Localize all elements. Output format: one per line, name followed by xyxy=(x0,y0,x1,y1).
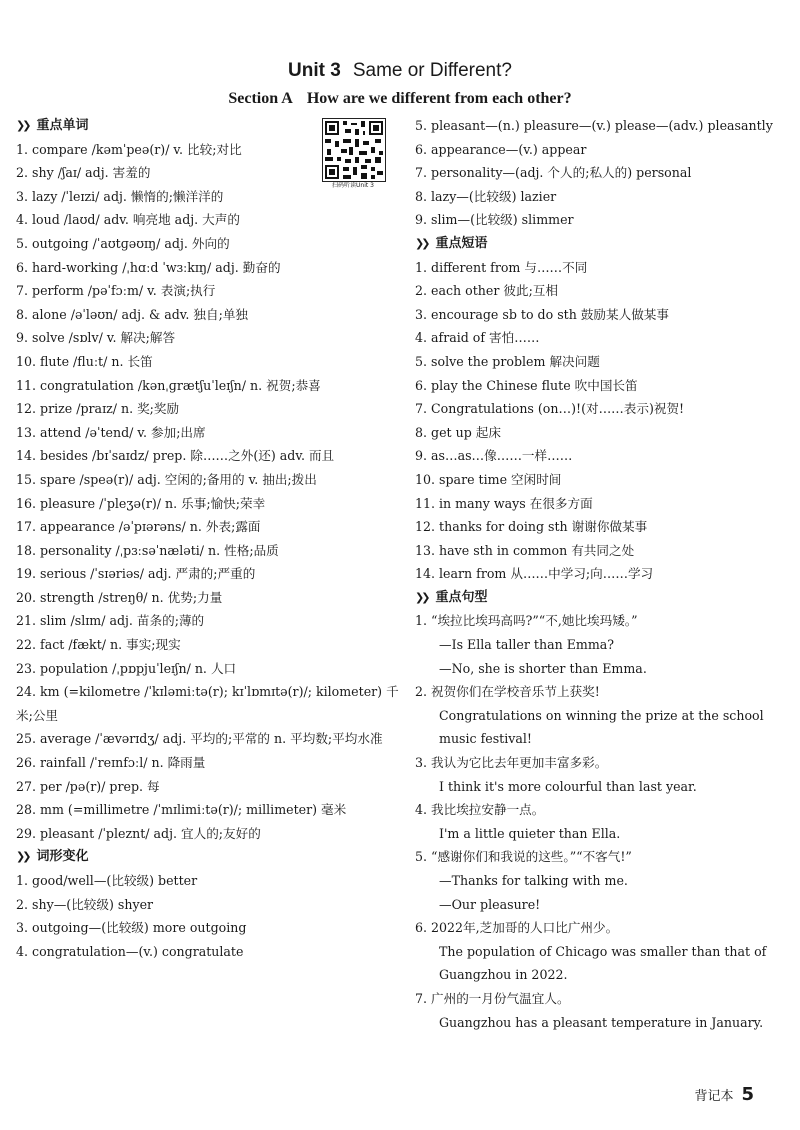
sentence-chinese: 6. 2022年,芝加哥的人口比广州少。 xyxy=(415,920,619,936)
left-column xyxy=(16,114,400,963)
word-entry: 7. perform /pəˈfɔːm/ v. 表演;执行 xyxy=(16,283,216,299)
sentence-chinese: 5. “感谢你们和我说的这些。”“不客气!” xyxy=(415,849,632,865)
sentence-english: Guangzhou has a pleasant temperature in January. xyxy=(439,1014,764,1030)
phrase-entry: 9. as…as…像……一样…… xyxy=(415,448,573,464)
word-entry: 27. per /pə(r)/ prep. 每 xyxy=(16,778,160,794)
heading-words-label: 重点单词 xyxy=(36,118,89,133)
heading-forms xyxy=(16,845,400,869)
phrase-entry: 2. each other 彼此;互相 xyxy=(415,283,558,299)
sentence-chinese: 2. 祝贺你们在学校音乐节上获奖! xyxy=(415,684,600,700)
word-entry: 21. slim /slɪm/ adj. 苗条的;薄的 xyxy=(16,613,205,629)
page-number: 5 xyxy=(741,1084,754,1105)
word-entry: 19. serious /ˈsɪəriəs/ adj. 严肃的;严重的 xyxy=(16,566,256,582)
sentences-list xyxy=(415,609,790,1034)
word-entry: 4. loud /laʊd/ adv. 响亮地 adj. 大声的 xyxy=(16,212,240,228)
sentence-english: I think it's more colourful than last year. xyxy=(439,778,697,794)
word-entry: 18. personality /ˌpɜːsəˈnæləti/ n. 性格;品质 xyxy=(16,542,279,558)
form-entry: 5. pleasant—(n.) pleasure—(v.) please—(adv.) pleasantly xyxy=(415,118,773,133)
word-entry: 5. outgoing /ˈaʊtɡəʊɪŋ/ adj. 外向的 xyxy=(16,235,230,251)
heading-phrases-label: 重点短语 xyxy=(435,235,488,251)
right-column xyxy=(415,114,790,1034)
word-entry: 3. lazy /ˈleɪzi/ adj. 懒惰的;懒洋洋的 xyxy=(16,188,224,204)
sentence-english: —Our pleasure! xyxy=(439,896,541,912)
sentence-english: I'm a little quieter than Ella. xyxy=(439,825,621,841)
sentence-english: —No, she is shorter than Emma. xyxy=(439,660,647,676)
word-entry: 14. besides /bɪˈsaɪdz/ prep. 除……之外(还) adv. 而且 xyxy=(16,448,335,464)
word-entry: 15. spare /speə(r)/ adj. 空闲的;备用的 v. 抽出;拨出 xyxy=(16,471,317,487)
double-chevron-icon: ❯❯ xyxy=(16,119,29,132)
section-label: Section A xyxy=(228,90,293,107)
word-entry: 29. pleasant /ˈpleznt/ adj. 宜人的;友好的 xyxy=(16,825,261,841)
phrase-entry: 1. different from 与……不同 xyxy=(415,259,588,275)
sentence-english: —Is Ella taller than Emma? xyxy=(439,637,615,653)
unit-name: Same or Different? xyxy=(352,60,512,81)
qr-caption: 扫码听读Unit 3 xyxy=(332,182,374,189)
form-entry: 3. outgoing—(比较级) more outgoing xyxy=(16,920,247,936)
word-entry: 28. mm (=millimetre /ˈmɪlimiːtə(r)/; millimeter) 毫米 xyxy=(16,802,347,818)
phrase-entry: 3. encourage sb to do sth 鼓励某人做某事 xyxy=(415,306,669,322)
footer-label: 背记本 xyxy=(694,1089,734,1104)
word-entry: 26. rainfall /ˈreɪnfɔːl/ n. 降雨量 xyxy=(16,755,206,771)
word-entry: 9. solve /sɒlv/ v. 解决;解答 xyxy=(16,330,176,346)
phrase-entry: 4. afraid of 害怕…… xyxy=(415,330,540,346)
word-entry: 20. strength /streŋθ/ n. 优势;力量 xyxy=(16,589,223,605)
sentence-english: —Thanks for talking with me. xyxy=(439,873,628,888)
word-entry: 12. prize /praɪz/ n. 奖;奖励 xyxy=(16,401,180,417)
phrase-entry: 11. in many ways 在很多方面 xyxy=(415,495,593,511)
words-list xyxy=(16,138,400,846)
section-name: How are we different from each other? xyxy=(306,90,572,107)
word-entry: 22. fact /fækt/ n. 事实;现实 xyxy=(16,637,181,653)
word-entry: 23. population /ˌpɒpjuˈleɪʃn/ n. 人口 xyxy=(16,660,237,676)
phrase-entry: 13. have sth in common 有共同之处 xyxy=(415,542,635,558)
double-chevron-icon: ❯❯ xyxy=(415,236,428,250)
word-entry: 25. average /ˈævərɪdʒ/ adj. 平均的;平常的 n. 平均数;平均水准 xyxy=(16,731,383,747)
forms-list-right xyxy=(415,114,790,232)
unit-label: Unit 3 xyxy=(288,60,341,81)
phrase-entry: 7. Congratulations (on…)!(对……表示)祝贺! xyxy=(415,401,685,417)
phrase-entry: 14. learn from 从……中学习;向……学习 xyxy=(415,566,654,582)
double-chevron-icon: ❯❯ xyxy=(16,850,29,864)
phrases-list xyxy=(415,256,790,586)
word-entry: 6. hard-working /ˌhɑːd ˈwɜːkɪŋ/ adj. 勤奋的 xyxy=(16,259,281,275)
word-entry: 8. alone /əˈləʊn/ adj. & adv. 独自;单独 xyxy=(16,306,249,322)
phrase-entry: 8. get up 起床 xyxy=(415,424,501,440)
form-entry: 8. lazy—(比较级) lazier xyxy=(415,188,557,204)
forms-list-left xyxy=(16,869,400,963)
word-entry: 24. km (=kilometre /ˈkɪləmiːtə(r); kɪˈlɒmɪtə(r)/; kilometer) 千米;公里 xyxy=(16,684,399,723)
word-entry: 2. shy /ʃaɪ/ adj. 害羞的 xyxy=(16,165,151,181)
word-entry: 10. flute /fluːt/ n. 长笛 xyxy=(16,353,153,369)
form-entry: 7. personality—(adj. 个人的;私人的) personal xyxy=(415,165,692,181)
word-entry: 1. compare /kəmˈpeə(r)/ v. 比较;对比 xyxy=(16,141,242,157)
sentence-chinese: 1. “埃拉比埃玛高吗?”“不,她比埃玛矮。” xyxy=(415,613,638,629)
heading-sentences-label: 重点句型 xyxy=(435,589,488,605)
phrase-entry: 10. spare time 空闲时间 xyxy=(415,471,562,487)
form-entry: 4. congratulation—(v.) congratulate xyxy=(16,943,244,959)
form-entry: 6. appearance—(v.) appear xyxy=(415,141,587,157)
heading-forms-label: 词形变化 xyxy=(36,849,89,865)
phrase-entry: 5. solve the problem 解决问题 xyxy=(415,353,600,369)
form-entry: 9. slim—(比较级) slimmer xyxy=(415,212,574,228)
word-entry: 11. congratulation /kənˌɡrætʃuˈleɪʃn/ n. 祝贺;恭喜 xyxy=(16,377,321,393)
sentence-chinese: 4. 我比埃拉安静一点。 xyxy=(415,802,545,818)
page-footer xyxy=(694,1084,754,1105)
heading-phrases xyxy=(415,232,790,256)
form-entry: 2. shy—(比较级) shyer xyxy=(16,896,154,912)
word-entry: 16. pleasure /ˈpleʒə(r)/ n. 乐事;愉快;荣幸 xyxy=(16,495,266,511)
word-entry: 13. attend /əˈtend/ v. 参加;出席 xyxy=(16,424,206,440)
sentence-chinese: 3. 我认为它比去年更加丰富多彩。 xyxy=(415,755,608,771)
heading-sentences xyxy=(415,586,790,610)
sentence-chinese: 7. 广州的一月份气温宜人。 xyxy=(415,990,570,1006)
section-title xyxy=(0,90,800,108)
word-entry: 17. appearance /əˈpɪərəns/ n. 外表;露面 xyxy=(16,519,261,535)
phrase-entry: 6. play the Chinese flute 吹中国长笛 xyxy=(415,377,638,393)
unit-title xyxy=(0,60,800,82)
form-entry: 1. good/well—(比较级) better xyxy=(16,873,198,888)
heading-words xyxy=(16,114,400,138)
phrase-entry: 12. thanks for doing sth 谢谢你做某事 xyxy=(415,519,648,535)
double-chevron-icon: ❯❯ xyxy=(415,590,428,604)
sentence-english: Congratulations on winning the prize at the school music festival! xyxy=(439,707,764,747)
sentence-english: The population of Chicago was smaller than that of Guangzhou in 2022. xyxy=(439,943,767,983)
